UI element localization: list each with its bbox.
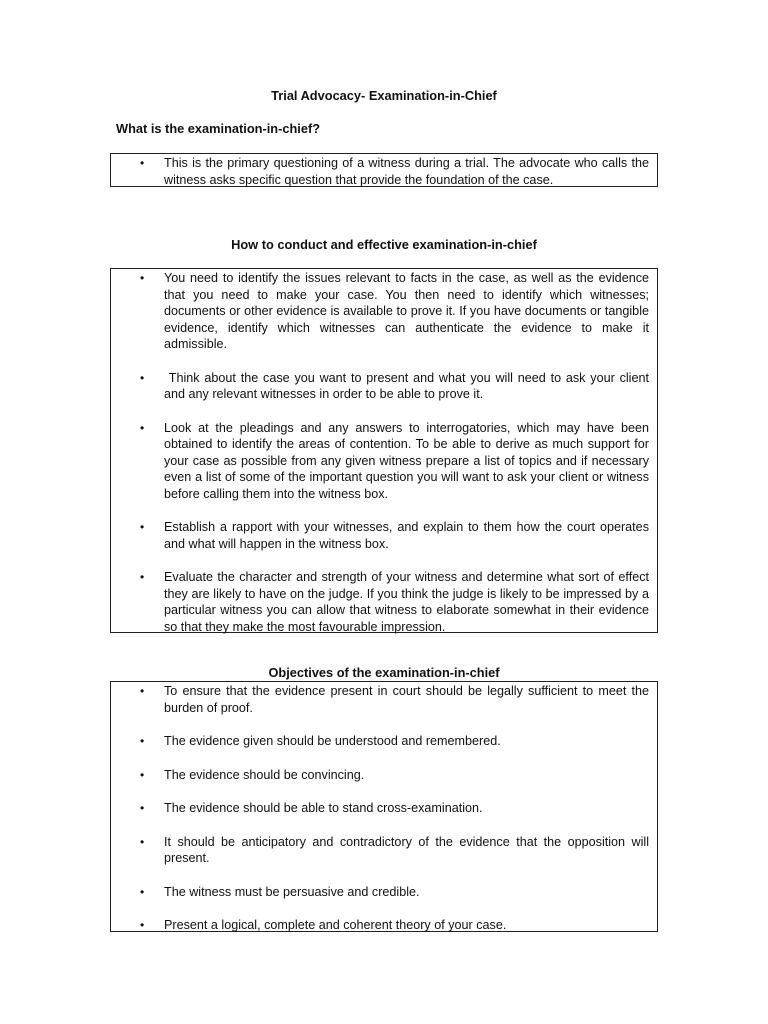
list-item xyxy=(111,155,657,188)
list-item xyxy=(111,800,657,817)
list-item-text: Think about the case you want to present and what you will need to ask your client and any relevant witnesses in order to be able to prove it. xyxy=(164,370,649,401)
list-item xyxy=(111,683,657,716)
bullet-icon: • xyxy=(140,684,145,698)
list-item-text: The witness must be persuasive and credible. xyxy=(164,884,420,899)
list-item-text: Evaluate the character and strength of your witness and determine what sort of effect they are likely to have on the judge. If you think the judge is likely to be impressed by a particular witness you can allow that witness to elaborate somewhat in their evidence so that they make the most favourable impression. xyxy=(164,570,649,634)
list-item xyxy=(111,519,657,552)
conduct-heading: How to conduct and effective examination-in-chief xyxy=(231,237,537,252)
bullet-icon: • xyxy=(140,271,145,285)
list-item-text: It should be anticipatory and contradictory of the evidence that the opposition will present. xyxy=(164,834,649,865)
objectives-box xyxy=(110,681,658,932)
list-item xyxy=(111,370,657,403)
bullet-icon: • xyxy=(140,734,145,748)
list-item xyxy=(111,767,657,784)
objectives-heading: Objectives of the examination-in-chief xyxy=(268,665,500,680)
list-item-text: To ensure that the evidence present in court should be legally sufficient to meet the burden of proof. xyxy=(164,684,649,715)
list-item xyxy=(111,270,657,353)
list-item-text: Present a logical, complete and coherent theory of your case. xyxy=(164,918,507,932)
bullet-icon: • xyxy=(140,834,145,849)
list-item-text: This is the primary questioning of a witness during a trial. The advocate who calls the witness asks specific question that provide the foundation of the case. xyxy=(164,156,649,187)
list-item-text: The evidence should be convincing. xyxy=(164,767,365,782)
list-item xyxy=(111,884,657,901)
bullet-icon: • xyxy=(140,570,145,584)
definition-list xyxy=(111,155,657,188)
bullet-icon: • xyxy=(140,420,145,435)
page-title: Trial Advocacy- Examination-in-Chief xyxy=(271,88,497,103)
conduct-box xyxy=(110,268,658,633)
bullet-icon: • xyxy=(140,156,145,170)
bullet-icon: • xyxy=(140,370,145,385)
list-item xyxy=(111,420,657,503)
bullet-icon: • xyxy=(140,801,145,815)
bullet-icon: • xyxy=(140,884,145,899)
list-item xyxy=(111,834,657,867)
conduct-list xyxy=(111,270,657,635)
list-item-text: Look at the pleadings and any answers to interrogatories, which may have been obtained to identify the areas of contention. To be able to derive as much support for your case as possible from any given witness prepare a list of topics and if necessary even a list of some of the important question you will want to ask your client or witness before calling them into the witness box. xyxy=(164,420,649,501)
list-item xyxy=(111,917,657,934)
bullet-icon: • xyxy=(140,767,145,782)
list-item-text: You need to identify the issues relevant to facts in the case, as well as the evidence that you need to make your case. You then need to identify which witnesses; documents or other evidence is available to prove it. If you have documents or tangible evidence, identify which witnesses can authenticate the evidence to make it admissible. xyxy=(164,271,649,351)
bullet-icon: • xyxy=(140,918,145,932)
list-item xyxy=(111,569,657,635)
list-item-text: The evidence should be able to stand cross-examination. xyxy=(164,801,483,815)
definition-heading: What is the examination-in-chief? xyxy=(116,121,321,136)
objectives-list xyxy=(111,683,657,934)
definition-box xyxy=(110,153,658,187)
list-item-text: Establish a rapport with your witnesses, and explain to them how the court operates and what will happen in the witness box. xyxy=(164,520,649,551)
list-item-text: The evidence given should be understood and remembered. xyxy=(164,734,501,748)
bullet-icon: • xyxy=(140,520,145,534)
list-item xyxy=(111,733,657,750)
